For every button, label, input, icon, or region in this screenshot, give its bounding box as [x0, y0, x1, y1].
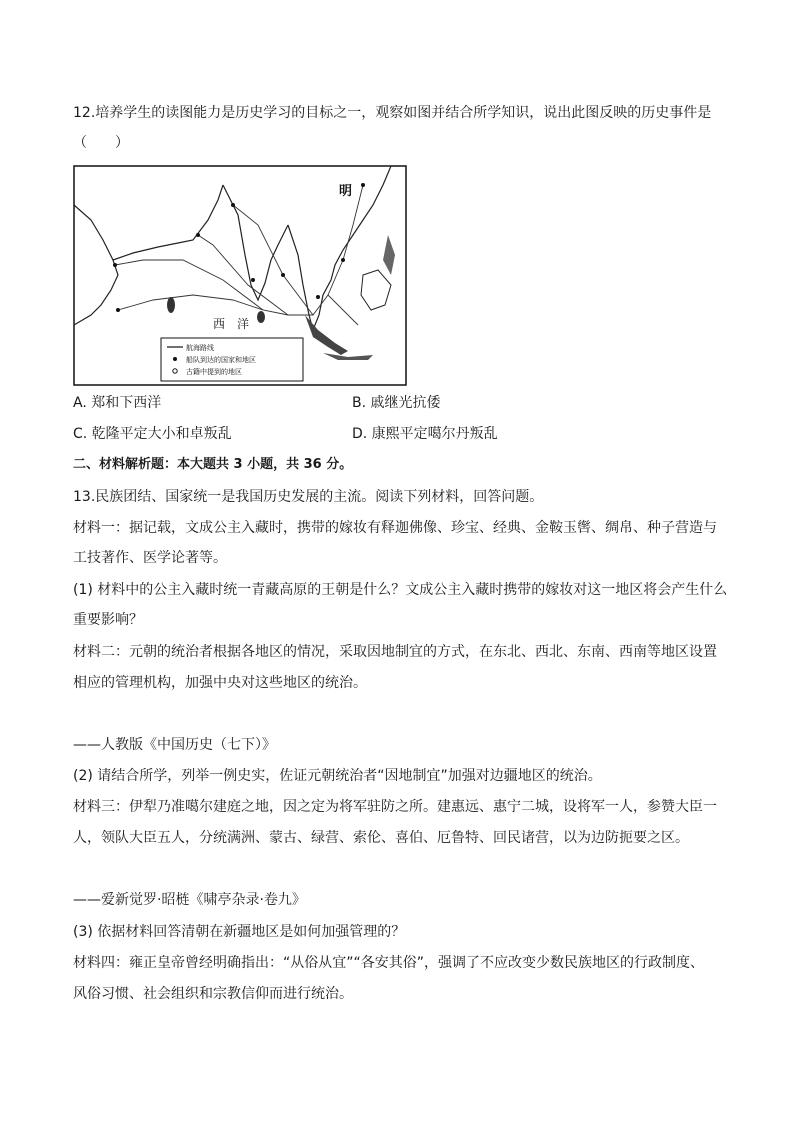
material-2-line-2: 相应的管理机构，加强中央对这些地区的统治。	[73, 675, 367, 691]
material-1-line-1: 材料一：据记载，文成公主入藏时，携带的嫁妆有释迦佛像、珍宝、经典、金鞍玉辔、绸帛、种子营造与	[73, 520, 717, 536]
label-xiyang: 西 洋	[213, 317, 250, 331]
option-a[interactable]: A. 郑和下西洋	[73, 395, 162, 411]
sri-lanka	[257, 311, 265, 323]
material-3-line-1: 材料三：伊犁乃准噶尔建庭之地，因之定为将军驻防之所。建惠远、惠宁二城，设将军一人，参赞大臣一	[73, 799, 717, 815]
subquestion-3: (3) 依据材料回答清朝在新疆地区是如何加强管理的？	[73, 924, 406, 940]
material-3-line-2: 人，领队大臣五人，分统满洲、蒙古、绿营、索伦、喜伯、厄鲁特、回民诸营，以为边防扼要之区。	[73, 830, 689, 846]
subquestion-1-line-1: (1) 材料中的公主入藏时统一青藏高原的王朝是什么？文成公主入藏时携带的嫁妆对这一地区将会产生什么	[73, 582, 728, 598]
question-12-stem: 12.培养学生的读图能力是历史学习的目标之一，观察如图并结合所学知识，说出此图反映的历史事件是	[73, 105, 712, 121]
material-4-line-2: 风俗习惯、社会组织和宗教信仰而进行统治。	[73, 986, 353, 1002]
zheng-he-voyage-map	[73, 165, 407, 386]
source-2: ——人教版《中国历史（七下）》	[73, 737, 276, 753]
answer-parentheses: （ ）	[73, 135, 129, 151]
label-ming: 明	[339, 184, 353, 199]
section-heading: 二、材料解析题：本大题共 3 小题，共 36 分。	[73, 457, 353, 472]
legend-visited: 船队到达的国家和地区	[186, 356, 256, 364]
material-1-line-2: 工技著作、医学论著等。	[73, 550, 227, 566]
subquestion-2: (2) 请结合所学，列举一例史实，佐证元朝统治者“因地制宜”加强对边疆地区的统治。	[73, 768, 602, 784]
legend-ancient: 古籍中提到的地区	[186, 368, 242, 376]
option-d[interactable]: D. 康熙平定噶尔丹叛乱	[352, 426, 498, 442]
question-13-stem: 13.民族团结、国家统一是我国历史发展的主流。阅读下列材料，回答问题。	[73, 489, 544, 505]
legend-route: 航海路线	[186, 344, 214, 352]
source-3: ——爱新觉罗·昭梿《啸亭杂录·卷九》	[73, 892, 306, 908]
material-2-line-1: 材料二：元朝的统治者根据各地区的情况，采取因地制宜的方式，在东北、西北、东南、西南等地区设置	[73, 644, 717, 660]
option-b[interactable]: B. 戚继光抗倭	[352, 395, 441, 411]
material-4-line-1: 材料四：雍正皇帝曾经明确指出：“从俗从宜”“各安其俗”，强调了不应改变少数民族地区的行政制度、	[73, 955, 705, 971]
subquestion-1-line-2: 重要影响？	[73, 612, 143, 628]
option-c[interactable]: C. 乾隆平定大小和卓叛乱	[73, 426, 232, 442]
